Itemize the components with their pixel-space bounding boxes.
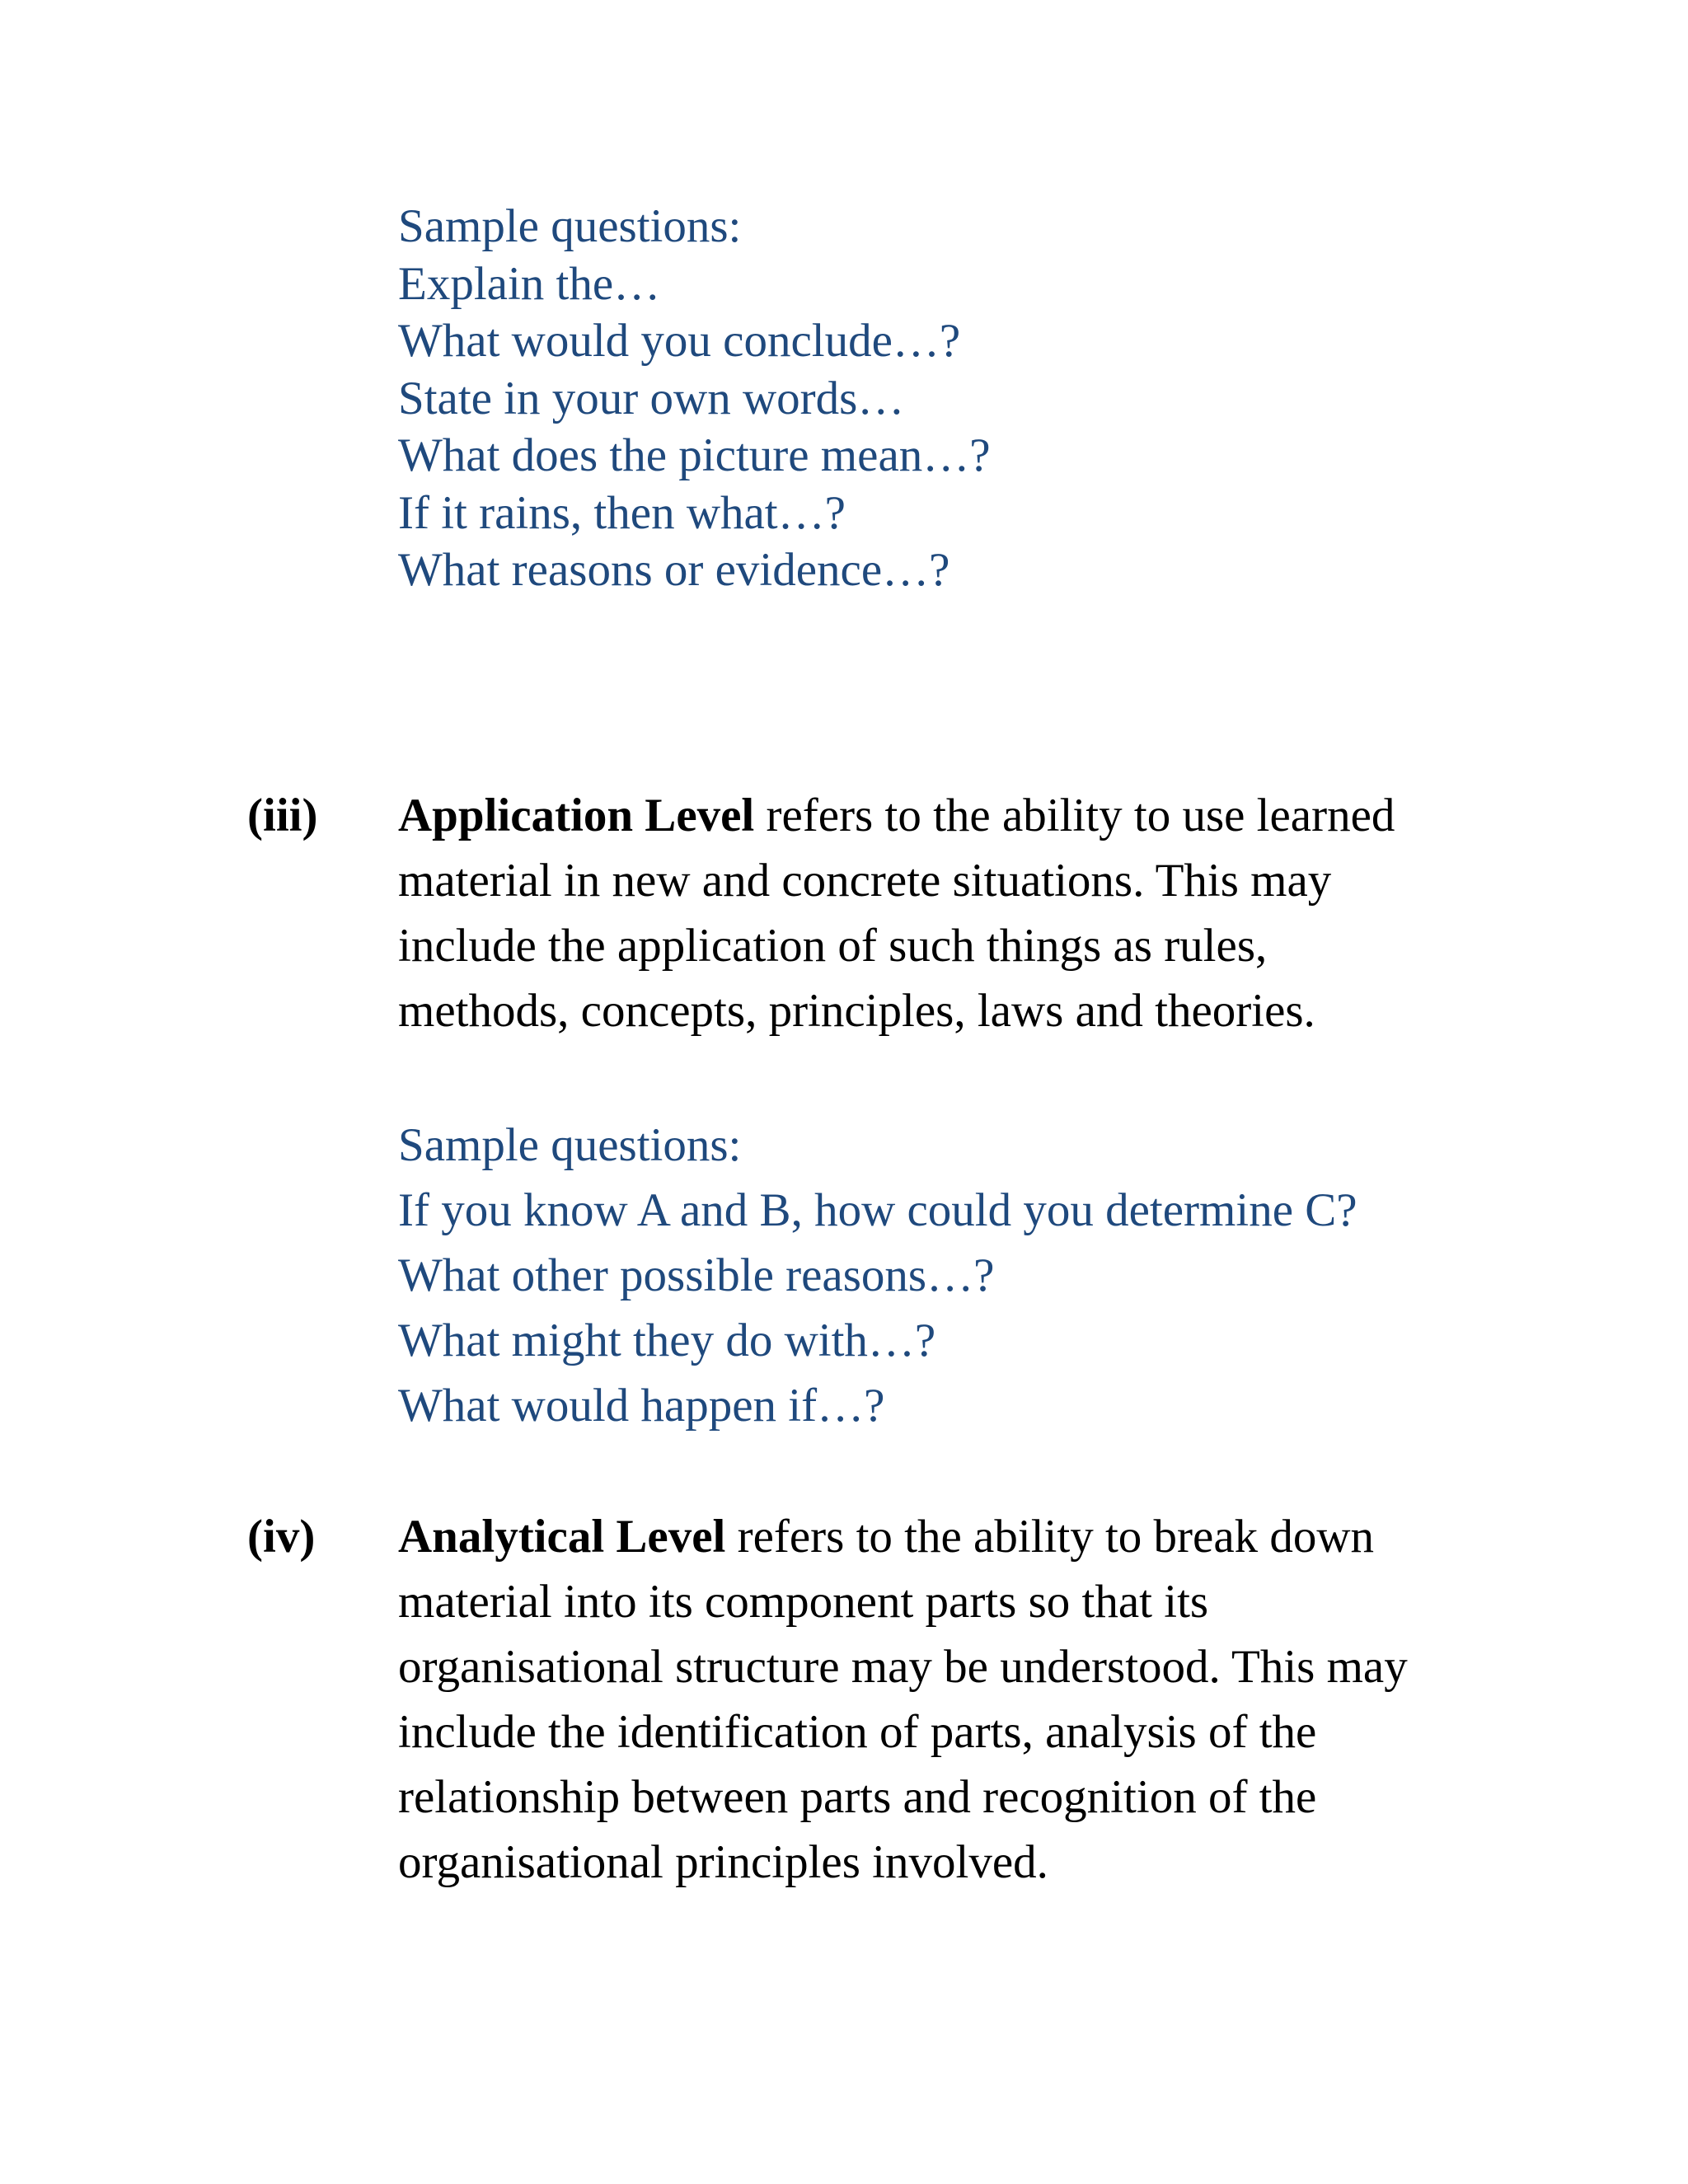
analytical-level-paragraph xyxy=(398,1504,1568,1895)
paragraph-line: relationship between parts and recognition of the xyxy=(398,1771,1317,1823)
analytical-level-term: Analytical Level xyxy=(398,1511,726,1563)
item-numeral-iv: (iv) xyxy=(247,1511,316,1563)
paragraph-line: material in new and concrete situations. This may xyxy=(398,855,1332,907)
paragraph-line: organisational structure may be understood. This may xyxy=(398,1641,1408,1693)
paragraph-line xyxy=(398,783,1568,848)
sample-question: Explain the… xyxy=(398,257,661,310)
sample-question: What reasons or evidence…? xyxy=(398,544,950,596)
paragraph-line: include the application of such things as rules, xyxy=(398,920,1268,972)
sample-question: What would you conclude…? xyxy=(398,315,961,367)
sample-question: State in your own words… xyxy=(398,372,905,424)
sample-question: If you know A and B, how could you determine C? xyxy=(398,1184,1357,1236)
application-level-term: Application Level xyxy=(398,790,755,841)
paragraph-line xyxy=(398,1504,1568,1569)
application-level-paragraph xyxy=(398,783,1568,1043)
sample-question: What would happen if…? xyxy=(398,1380,885,1432)
paragraph-line-text: refers to the ability to use learned xyxy=(754,790,1395,841)
sample-questions-block-application xyxy=(398,1113,1357,1438)
paragraph-line: organisational principles involved. xyxy=(398,1836,1048,1888)
paragraph-line-text: refers to the ability to break down xyxy=(725,1511,1375,1563)
paragraph-line: material into its component parts so that its xyxy=(398,1576,1209,1628)
sample-question: If it rains, then what…? xyxy=(398,486,846,539)
sample-questions-block-comprehension xyxy=(398,198,991,599)
sample-questions-heading: Sample questions: xyxy=(398,200,742,252)
item-numeral-iii: (iii) xyxy=(247,790,318,841)
sample-question: What other possible reasons…? xyxy=(398,1249,995,1301)
sample-question: What might they do with…? xyxy=(398,1315,936,1366)
sample-questions-heading: Sample questions: xyxy=(398,1119,742,1171)
paragraph-line: methods, concepts, principles, laws and theories. xyxy=(398,985,1315,1037)
paragraph-line: include the identification of parts, analysis of the xyxy=(398,1706,1317,1758)
sample-question: What does the picture mean…? xyxy=(398,429,991,481)
